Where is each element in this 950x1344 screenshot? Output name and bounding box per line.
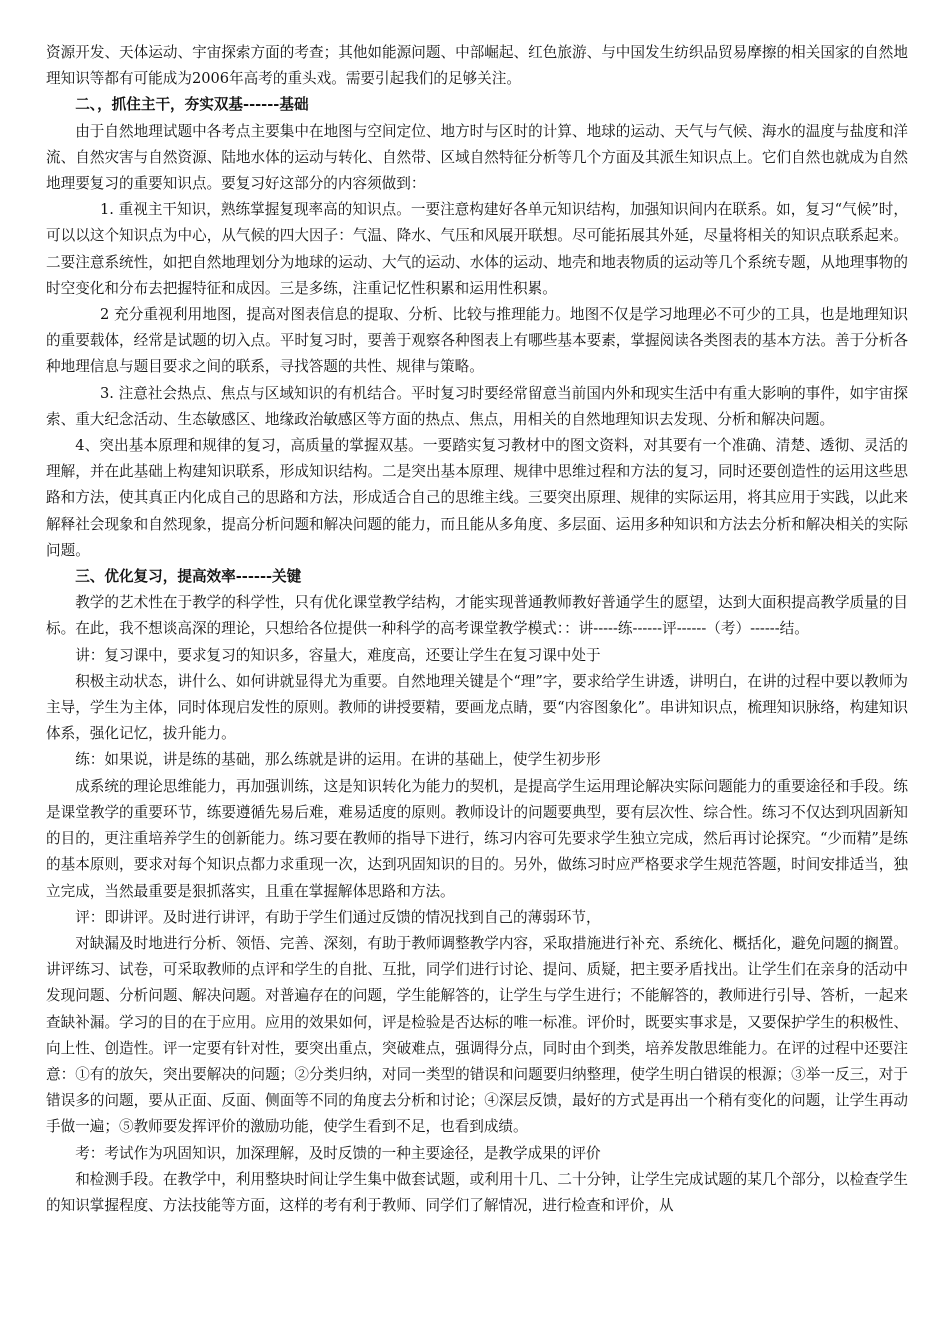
paragraph-lian-body: 成系统的理论思维能力，再加强训练，这是知识转化为能力的契机，是提高学生运用理论解决实际问题能力的重要途径和手段。练是课堂教学的重要环节，练要遵循先易后难，难易适度的原则。教师设计的问题要典型，要有层次性、综合性。练习不仅达到巩固新知的目的，更注重培养学生的创新能力。练习要在教师的指导下进行，练习内容可先要求学生独立完成，然后再讨论探究。“少而精”是练的基本原则，要求对每个知识点都力求重现一次，达到巩固知识的目的。另外，做练习时应严格要求学生规范答题，时间安排适当，独立完成，当然最重要是狠抓落实，且重在掌握解体思路和方法。 bbox=[46, 777, 908, 900]
paragraph-jiang-lead: 讲：复习课中，要求复习的知识多，容量大，难度高，还要让学生在复习课中处于 bbox=[75, 646, 601, 664]
paragraph-ping-body: 对缺漏及时地进行分析、领悟、完善、深刻，有助于教师调整教学内容，采取措施进行补充、系统化、概括化，避免问题的搁置。讲评练习、试卷，可采取教师的点评和学生的自批、互批，同学们进行讨论、提问、质疑，把主要矛盾找出。让学生们在亲身的活动中发现问题、分析问题、解决问题。对普遍存在的问题，学生能解答的，让学生与学生进行；不能解答的，教师进行引导、答析，一起来查缺补漏。学习的目的在于应用。应用的效果如何，评是检验是否达标的唯一标准。评价时，既要实事求是，又要保护学生的积极性、向上性、创造性。评一定要有针对性，要突出重点，突破难点，强调得分点，同时由个到类，培养发散思维能力。在评的过程中还要注意：①有的放矢，突出要解决的问题；②分类归纳，对同一类型的错误和问题要归纳整理，使学生明白错误的根源；③举一反三，对于错误多的问题，要从正面、反面、侧面等不同的角度去分析和讨论；④深层反馈，最好的方式是再出一个稍有变化的问题，让学生再动手做一遍；⑤教师要发挥评价的激励功能，使学生看到不足，也看到成绩。 bbox=[46, 934, 908, 1136]
paragraph-section3-intro: 教学的艺术性在于教学的科学性，只有优化课堂教学结构，才能实现普通教师教好普通学生的愿望，达到大面积提高教学质量的目标。在此，我不想谈高深的理论，只想给各位提供一种科学的高考课堂教学模式：：讲-----练------评------（考）------结。 bbox=[46, 594, 908, 638]
paragraph-jiang-body: 积极主动状态，讲什么、如何讲就显得尤为重要。自然地理关键是个“理”字，要求给学生讲透，讲明白，在讲的过程中要以教师为主导，学生为主体，同时体现启发性的原则。教师的讲授要精，要画龙点睛，要“内容图象化”。串讲知识点，梳理知识脉络，构建知识体系，强化记忆，拔升能力。 bbox=[46, 672, 908, 743]
paragraph-kao-body: 和检测手段。在教学中，利用整块时间让学生集中做套试题，或利用十几、二十分钟，让学生完成试题的某几个部分，以检查学生的知识掌握程度、方法技能等方面，这样的考有利于教师、同学们了解情况，进行检查和评价，从 bbox=[46, 1170, 908, 1214]
paragraph-point-1: 1. 重视主干知识，熟练掌握复现率高的知识点。一要注意构建好各单元知识结构，加强知识间内在联系。如，复习“气候”时，可以以这个知识点为中心，从气候的四大因子：气温、降水、气压和风展开联想。尽可能拓展其外延，尽量将相关的知识点联系起来。二要注意系统性，如把自然地理划分为地球的运动、大气的运动、水体的运动、地壳和地表物质的运动等几个系统专题，从地理事物的时空变化和分布去把握特征和成因。三是多练，注重记忆性积累和运用性积累。 bbox=[46, 201, 908, 297]
section-heading-3: 三、优化复习，提高效率------关键 bbox=[75, 568, 302, 586]
paragraph-intro-continuation: 资源开发、天体运动、宇宙探索方面的考查；其他如能源问题、中部崛起、红色旅游、与中国发生纺织品贸易摩擦的相关国家的自然地理知识等都有可能成为2006年高考的重头戏。需要引起我们的足够关注。 bbox=[46, 44, 908, 88]
section-heading-2: 二、，抓住主干，夯实双基------基础 bbox=[75, 96, 309, 114]
paragraph-point-2: 2 充分重视利用地图，提高对图表信息的提取、分析、比较与推理能力。地图不仅是学习地理必不可少的工具，也是地理知识的重要载体，经常是试题的切入点。平时复习时，要善于观察各种图表上有哪些基本要素，掌握阅读各类图表的基本方法。善于分析各种地理信息与题目要求之间的联系，寻找答题的共性、规律与策略。 bbox=[46, 306, 908, 376]
paragraph-section2-intro: 由于自然地理试题中各考点主要集中在地图与空间定位、地方时与区时的计算、地球的运动、天气与气候、海水的温度与盐度和洋流、自然灾害与自然资源、陆地水体的运动与转化、自然带、区域自然特征分析等几个方面及其派生知识点上。它们自然也就成为自然地理要复习的重要知识点。要复习好这部分的内容须做到： bbox=[46, 122, 908, 193]
paragraph-lian-lead: 练：如果说，讲是练的基础，那么练就是讲的运用。在讲的基础上，使学生初步形 bbox=[75, 751, 601, 769]
paragraph-kao-lead: 考：考试作为巩固知识，加深理解，及时反馈的一种主要途径，是教学成果的评价 bbox=[75, 1144, 601, 1162]
paragraph-ping-lead: 评：即讲评。及时进行讲评，有助于学生们通过反馈的情况找到自己的薄弱环节， bbox=[75, 908, 601, 926]
paragraph-point-3: 3. 注意社会热点、焦点与区域知识的有机结合。平时复习时要经常留意当前国内外和现实生活中有重大影响的事件，如宇宙探索、重大纪念活动、生态敏感区、地缘政治敏感区等方面的热点、焦点，用相关的自然地理知识去发现、分析和解决问题。 bbox=[46, 384, 908, 428]
paragraph-point-4: 4、突出基本原理和规律的复习，高质量的掌握双基。一要踏实复习教材中的图文资料，对其要有一个准确、清楚、透彻、灵活的理解，并在此基础上构建知识联系，形成知识结构。二是突出基本原理、规律中思维过程和方法的复习，同时还要创造性的运用这些思路和方法，使其真正内化成自己的思路和方法，形成适合自己的思维主线。三要突出原理、规律的实际运用，将其应用于实践，以此来解释社会现象和自然现象，提高分析问题和解决问题的能力，而且能从多角度、多层面、运用多种知识和方法去分析和解决相关的实际问题。 bbox=[46, 437, 908, 559]
